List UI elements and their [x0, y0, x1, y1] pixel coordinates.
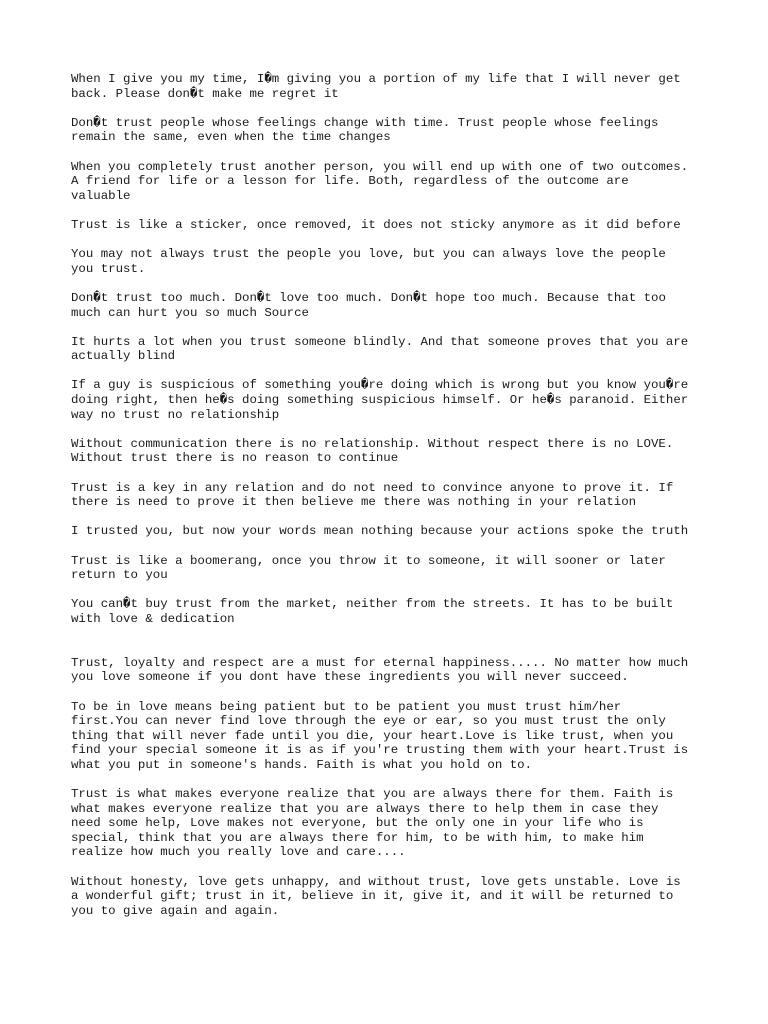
paragraph-1: When I give you my time, I�m giving you a portion of my life that I will never get back. Please don�t make me regret it — [71, 72, 681, 101]
paragraph-17: Without honesty, love gets unhappy, and without trust, love gets unstable. Love is a wonderful gift; trust in it, believe in it, give it, and it will be returned to you to give again and again. — [71, 874, 681, 918]
paragraph-gap — [71, 641, 711, 656]
paragraph-8: If a guy is suspicious of something you�re doing which is wrong but you know you�re doing right, then he�s doing something suspicious himself. Or he�s paranoid. Either way no trust no relationship — [71, 378, 689, 422]
paragraph-14: Trust, loyalty and respect are a must for eternal happiness..... No matter how much you love someone if you dont have these ingredients you will never succeed. — [71, 655, 689, 685]
paragraph-2: Don�t trust people whose feelings change with time. Trust people whose feelings remain the same, even when the time changes — [71, 115, 659, 145]
paragraph-9: Without communication there is no relationship. Without respect there is no LOVE. Without trust there is no reason to continue — [71, 436, 674, 466]
paragraph-5: You may not always trust the people you love, but you can always love the people you trust. — [71, 247, 666, 276]
paragraph-13: You can�t buy trust from the market, neither from the streets. It has to be built with love & dedication — [71, 597, 674, 626]
paragraph-3: When you completely trust another person, you will end up with one of two outcomes. A friend for life or a lesson for life. Both, regardless of the outcome are valuable — [71, 159, 689, 203]
paragraph-4: Trust is like a sticker, once removed, it does not sticky anymore as it did before — [71, 217, 681, 232]
paragraph-6: Don�t trust too much. Don�t love too much. Don�t hope too much. Because that too much can hurt you so much Source — [71, 290, 666, 320]
document-page — [71, 72, 711, 933]
paragraph-11: I trusted you, but now your words mean nothing because your actions spoke the truth — [71, 524, 689, 539]
paragraph-7: It hurts a lot when you trust someone blindly. And that someone proves that you are actually blind — [71, 334, 689, 364]
paragraph-16: Trust is what makes everyone realize that you are always there for them. Faith is what makes everyone realize that you are always there to help them in case they need some help, Love makes not everyone, but the only one in your life who is special, think that you are always there for him, to be with him, to make him realize how much you really love and care.... — [71, 787, 674, 860]
paragraph-12: Trust is like a boomerang, once you throw it to someone, it will sooner or later return to you — [71, 553, 666, 583]
paragraph-10: Trust is a key in any relation and do not need to convince anyone to prove it. If there is need to prove it then believe me there was nothing in your relation — [71, 480, 674, 510]
paragraph-15: To be in love means being patient but to be patient you must trust him/her first.You can never find love through the eye or ear, so you must trust the only thing that will never fade until you die, your heart.Love is like trust, when you find your special someone it is as if you're trusting them with your heart.Trust is what you put in someone's hands. Faith is what you hold on to. — [71, 699, 689, 772]
